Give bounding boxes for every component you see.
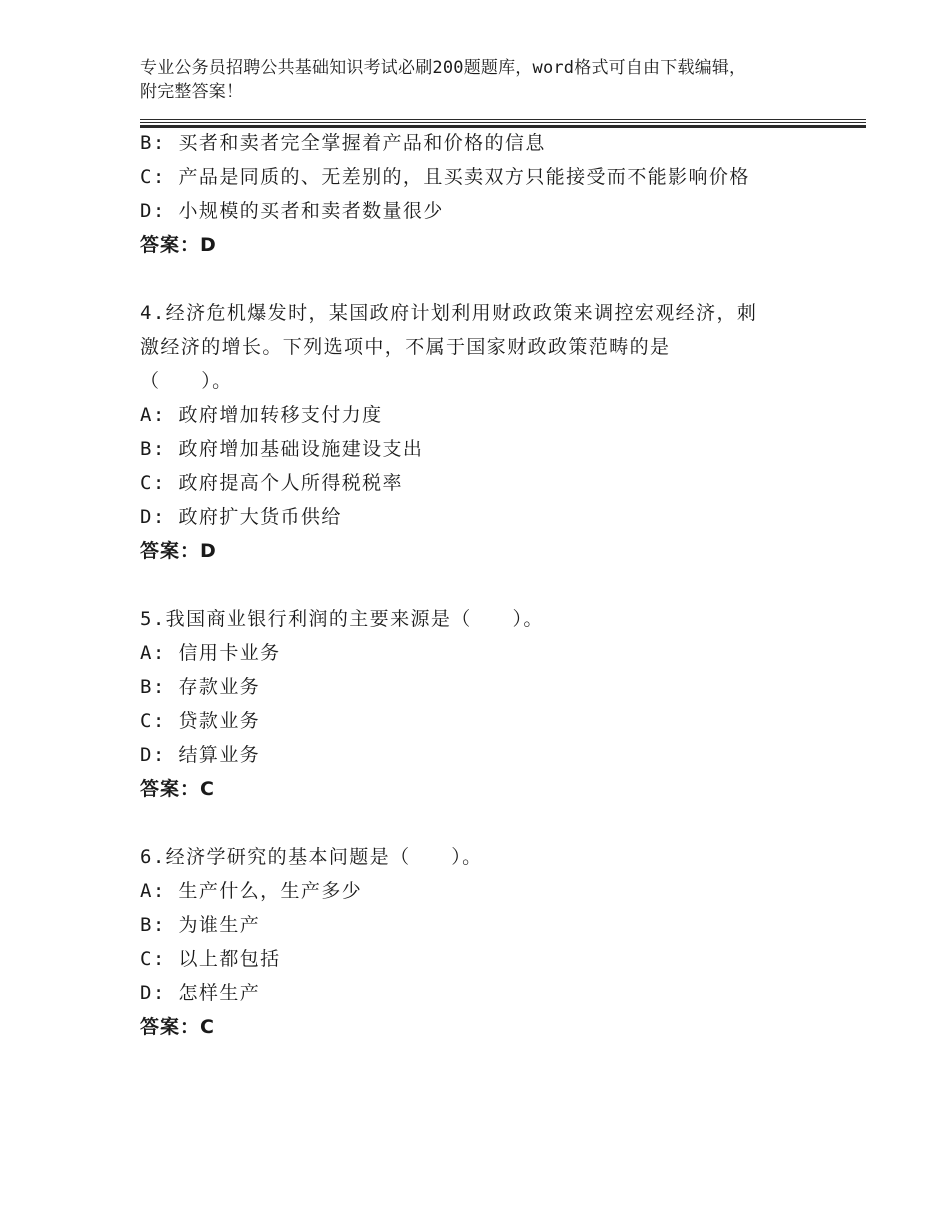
question-4 (140, 296, 860, 568)
header-divider-thin-2 (140, 122, 866, 123)
option-b: B: 存款业务 (140, 676, 261, 698)
question-stem: 6.经济学研究的基本问题是（ ）。 (140, 846, 483, 868)
option-c: C: 政府提高个人所得税税率 (140, 472, 403, 494)
option-d: D: 怎样生产 (140, 982, 261, 1004)
question-3-tail (140, 126, 860, 262)
question-5 (140, 602, 860, 806)
question-stem: 5.我国商业银行利润的主要来源是（ ）。 (140, 608, 544, 630)
option-d: D: 政府扩大货币供给 (140, 506, 342, 528)
option-a: A: 生产什么，生产多少 (140, 880, 363, 902)
question-stem-line: 4.经济危机爆发时，某国政府计划利用财政政策来调控宏观经济，刺 (140, 302, 758, 324)
question-list (140, 126, 860, 1044)
option-c: C: 以上都包括 (140, 948, 281, 970)
option-c: C: 贷款业务 (140, 710, 261, 732)
header-line-1: 专业公务员招聘公共基础知识考试必刷200题题库，word格式可自由下载编辑， (140, 58, 747, 78)
header-line-2: 附完整答案！ (140, 82, 244, 102)
option-b: B: 为谁生产 (140, 914, 261, 936)
option-d: D: 小规模的买者和卖者数量很少 (140, 200, 444, 222)
question-stem-line: （ ）。 (140, 370, 233, 392)
option-b: B: 买者和卖者完全掌握着产品和价格的信息 (140, 132, 546, 154)
document-header (140, 56, 840, 104)
option-b: B: 政府增加基础设施建设支出 (140, 438, 424, 460)
option-d: D: 结算业务 (140, 744, 261, 766)
option-c: C: 产品是同质的、无差别的，且买卖双方只能接受而不能影响价格 (140, 166, 750, 188)
question-stem-line: 激经济的增长。下列选项中，不属于国家财政政策范畴的是 (140, 336, 671, 358)
header-divider-thin-1 (140, 119, 866, 120)
answer: 答案：C (140, 778, 215, 800)
answer: 答案：C (140, 1016, 215, 1038)
answer: 答案：D (140, 234, 217, 256)
option-a: A: 信用卡业务 (140, 642, 281, 664)
option-a: A: 政府增加转移支付力度 (140, 404, 383, 426)
answer: 答案：D (140, 540, 217, 562)
question-6 (140, 840, 860, 1044)
